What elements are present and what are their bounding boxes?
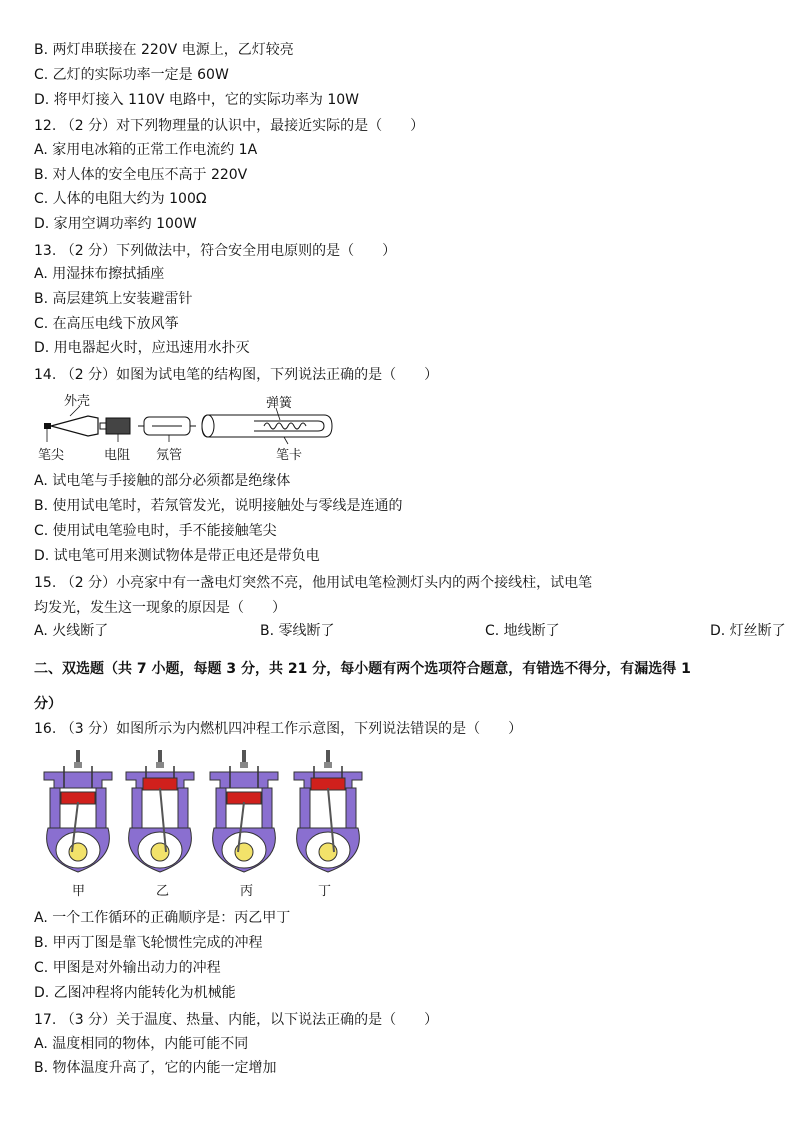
engine-label-yi: 乙: [156, 884, 170, 899]
q12-option-d: D. 家用空调功率约 100W: [34, 216, 197, 232]
q15-option-a: A. 火线断了: [34, 623, 109, 639]
section2-heading-line1: 二、双选题（共 7 小题，每题 3 分，共 21 分，每小题有两个选项符合题意，有错选不得分，有漏选得 1: [34, 661, 691, 677]
q12-option-a: A. 家用电冰箱的正常工作电流约 1A: [34, 142, 258, 158]
q16-option-c: C. 甲图是对外输出动力的冲程: [34, 960, 221, 976]
engine-label-ding: 丁: [318, 884, 332, 899]
engine-label-jia: 甲: [72, 884, 86, 899]
q12-stem: 12. （2 分）对下列物理量的认识中，最接近实际的是（ ）: [34, 118, 425, 134]
label-neon: 氖管: [156, 448, 183, 463]
q14-option-b: B. 使用试电笔时，若氖管发光，说明接触处与零线是连通的: [34, 498, 403, 514]
section2-heading-line2: 分）: [34, 696, 62, 712]
q16-option-b: B. 甲丙丁图是靠飞轮惯性完成的冲程: [34, 935, 263, 951]
q15-option-d: D. 灯丝断了: [710, 623, 786, 639]
q15-stem-line1: 15. （2 分）小亮家中有一盏电灯突然不亮，他用试电笔检测灯头内的两个接线柱，试电笔: [34, 575, 593, 591]
label-clip: 笔卡: [276, 448, 303, 463]
q17-option-b: B. 物体温度升高了，它的内能一定增加: [34, 1060, 277, 1076]
q16-stem: 16. （3 分）如图所示为内燃机四冲程工作示意图，下列说法错误的是（ ）: [34, 721, 523, 737]
pen-barrel-shape: [202, 415, 332, 437]
q17-option-a: A. 温度相同的物体，内能可能不同: [34, 1036, 249, 1052]
engine-label-bing: 丙: [240, 884, 254, 899]
q11-option-b: B. 两灯串联接在 220V 电源上，乙灯较亮: [34, 42, 294, 58]
q17-stem: 17. （3 分）关于温度、热量、内能，以下说法正确的是（ ）: [34, 1012, 439, 1028]
label-tip: 笔尖: [38, 448, 65, 463]
q13-option-a: A. 用湿抹布擦拭插座: [34, 266, 165, 282]
engine-jia: [44, 750, 112, 872]
engine-ding: [294, 750, 362, 872]
test-pen-figure: [34, 386, 374, 466]
q11-option-d: D. 将甲灯接入 110V 电路中，它的实际功率为 10W: [34, 92, 359, 108]
engine-strokes-figure: [36, 748, 376, 900]
q16-option-d: D. 乙图冲程将内能转化为机械能: [34, 985, 236, 1001]
q12-option-b: B. 对人体的安全电压不高于 220V: [34, 167, 248, 183]
q14-option-c: C. 使用试电笔验电时，手不能接触笔尖: [34, 523, 277, 539]
engine-yi: [126, 750, 194, 872]
q11-option-c: C. 乙灯的实际功率一定是 60W: [34, 67, 229, 83]
label-resistor: 电阻: [104, 448, 131, 463]
engine-bing: [210, 750, 278, 872]
engine-strokes-diagram: [36, 748, 376, 900]
label-shell: 外壳: [64, 394, 91, 409]
pen-shell-shape: [51, 416, 98, 436]
q13-option-c: C. 在高压电线下放风筝: [34, 316, 179, 332]
q14-option-a: A. 试电笔与手接触的部分必须都是绝缘体: [34, 473, 291, 489]
q15-stem-line2: 均发光，发生这一现象的原因是（ ）: [34, 600, 286, 616]
pen-resistor-shape: [106, 418, 130, 434]
q13-option-b: B. 高层建筑上安装避雷针: [34, 291, 193, 307]
q13-option-d: D. 用电器起火时，应迅速用水扑灭: [34, 340, 250, 356]
label-spring: 弹簧: [266, 396, 293, 411]
q15-option-c: C. 地线断了: [485, 623, 560, 639]
q16-option-a: A. 一个工作循环的正确顺序是：丙乙甲丁: [34, 910, 291, 926]
q15-option-b: B. 零线断了: [260, 623, 335, 639]
q13-stem: 13. （2 分）下列做法中，符合安全用电原则的是（ ）: [34, 243, 397, 259]
q14-stem: 14. （2 分）如图为试电笔的结构图，下列说法正确的是（ ）: [34, 367, 439, 383]
q12-option-c: C. 人体的电阻大约为 100Ω: [34, 191, 207, 207]
q14-option-d: D. 试电笔可用来测试物体是带正电还是带负电: [34, 548, 320, 564]
